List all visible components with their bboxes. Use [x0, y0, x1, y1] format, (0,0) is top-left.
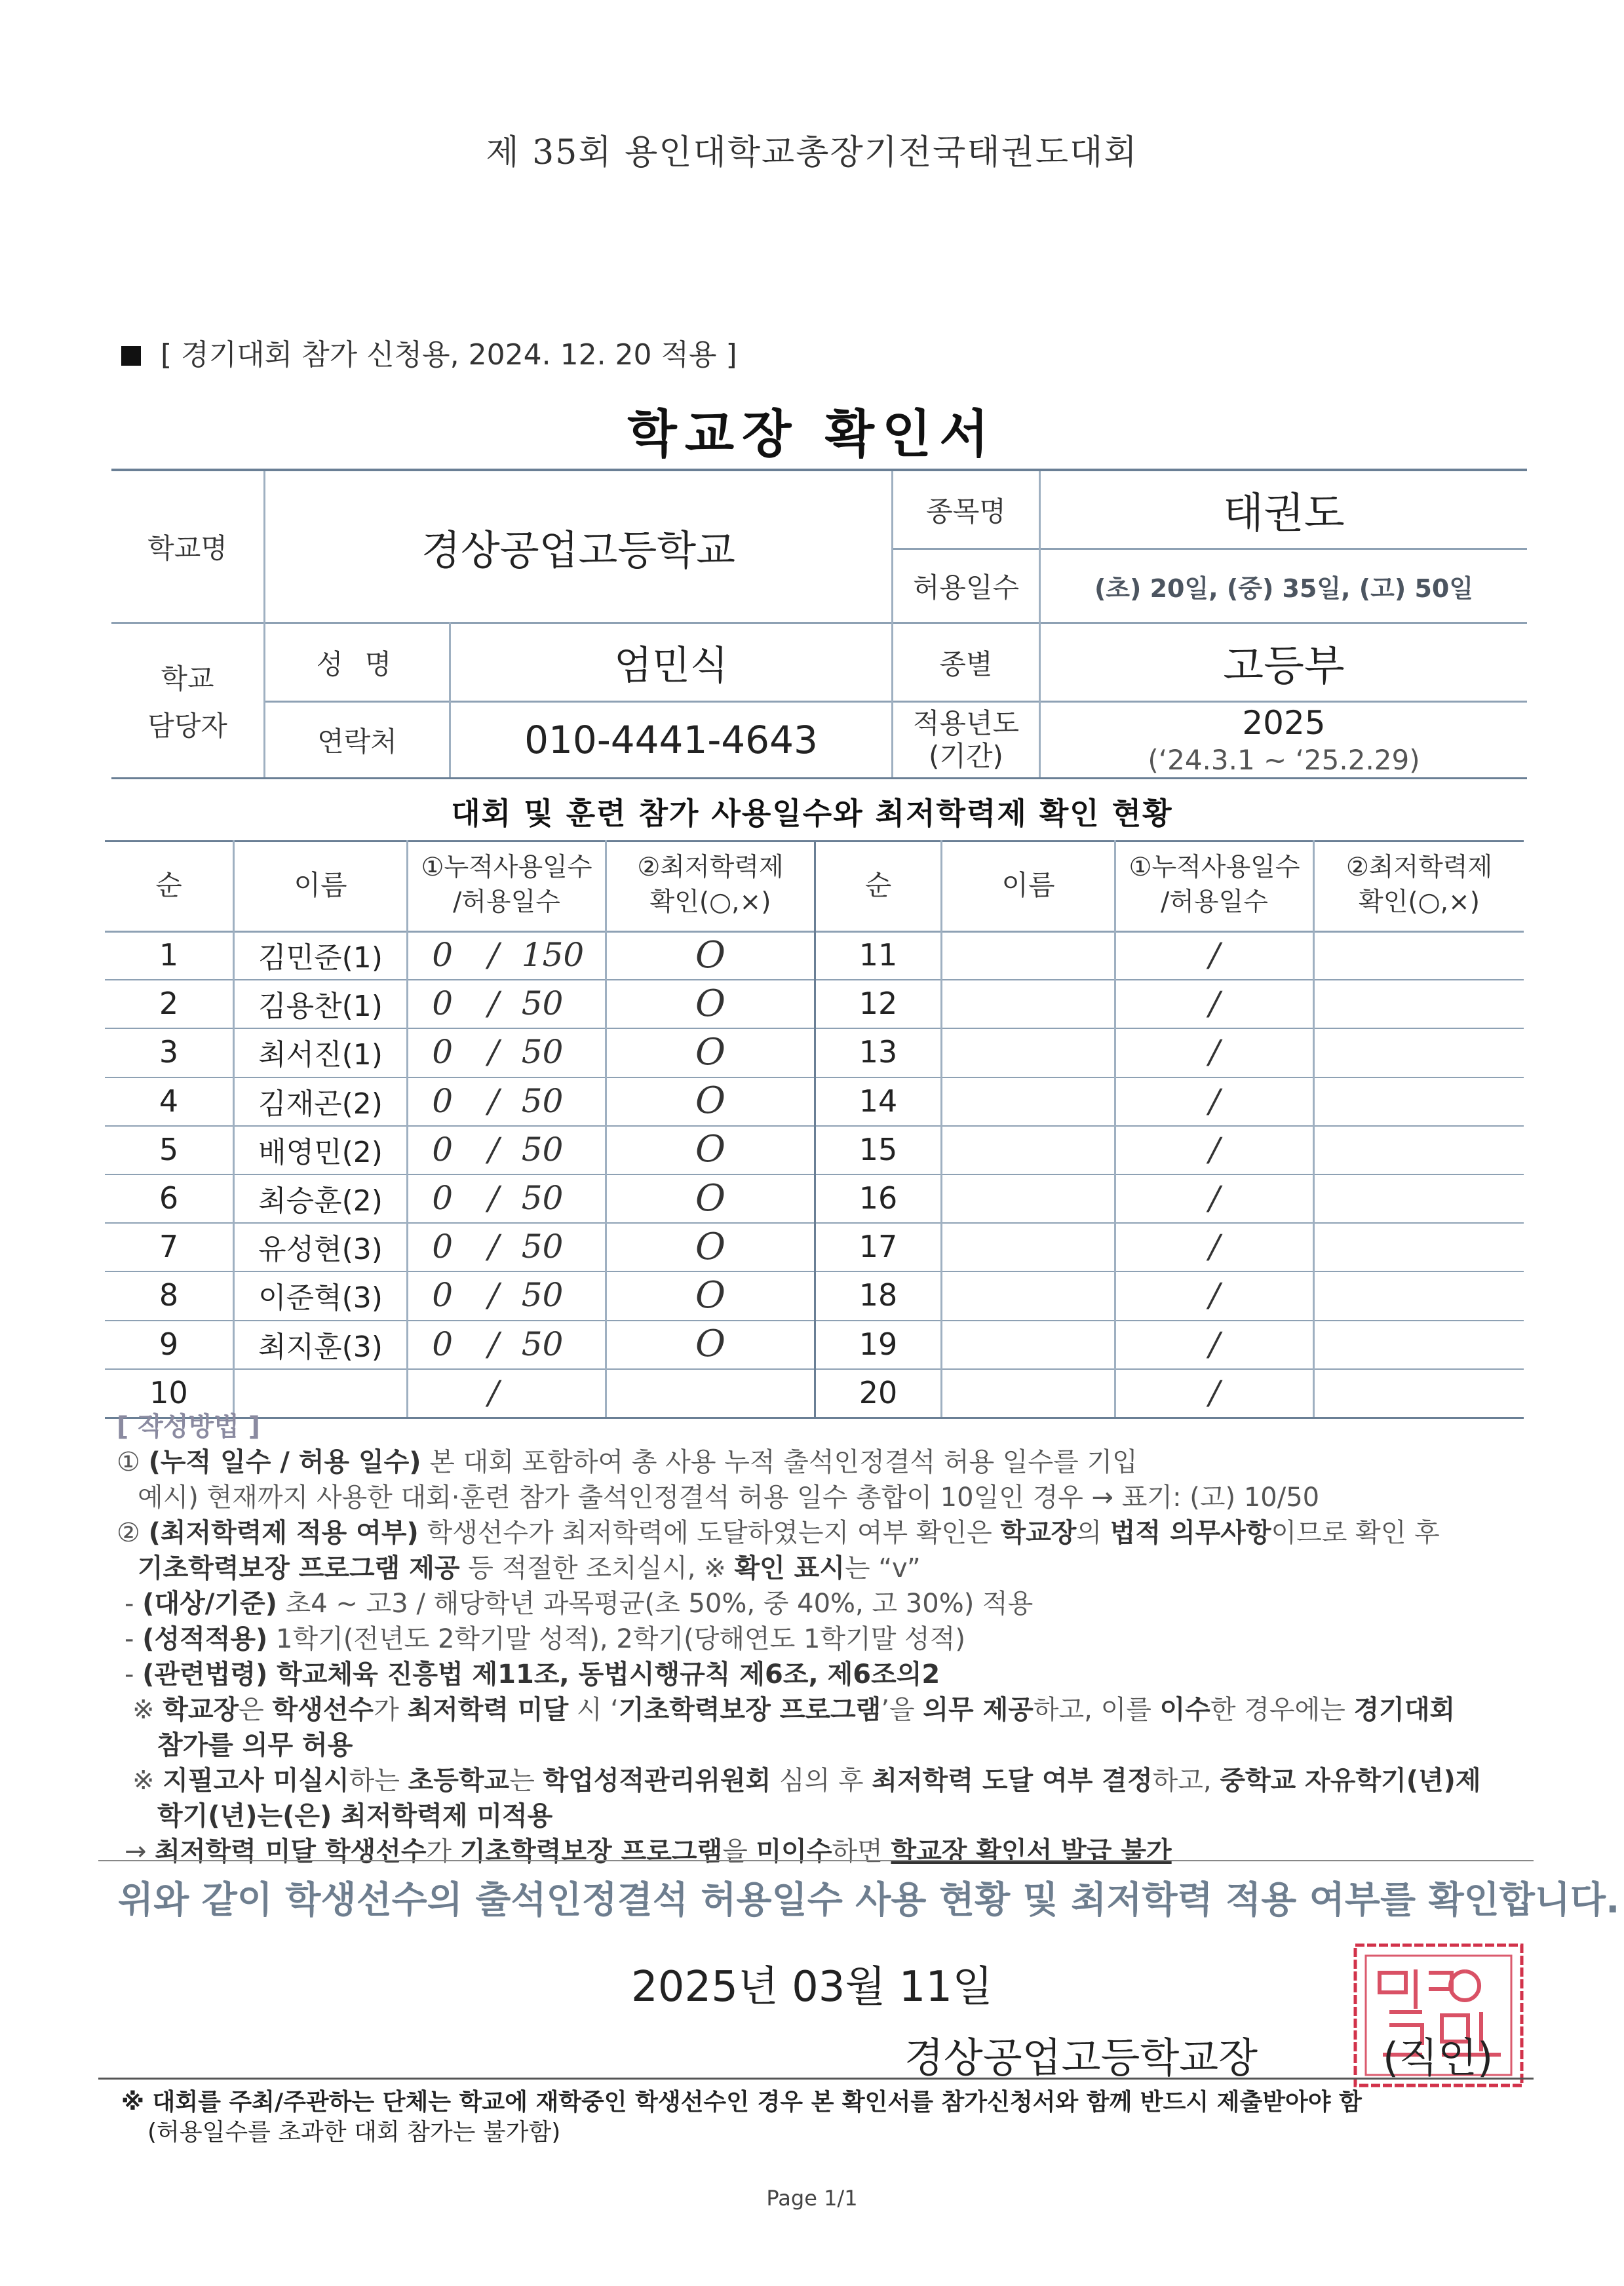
days-slash: /: [1208, 984, 1220, 1023]
row-number: 20: [859, 1374, 898, 1410]
allowed-days-label: 허용일수: [912, 572, 1020, 604]
instructions: [117, 1409, 1526, 1869]
school-name-value: 경상공업고등학교: [421, 526, 736, 574]
student-name: 이준혁(3): [258, 1281, 383, 1315]
student-name: 최승훈(2): [258, 1184, 383, 1218]
student-name: 배영민(2): [258, 1135, 383, 1169]
row-number: 18: [859, 1277, 898, 1313]
student-name: [942, 931, 1114, 979]
days-slash: /: [488, 1179, 499, 1218]
row-number: 13: [859, 1034, 898, 1070]
days-used-allowed: [408, 1125, 605, 1174]
student-name: [942, 979, 1114, 1028]
seal-label: (직인): [1383, 2034, 1494, 2082]
days-slash: /: [1208, 1325, 1220, 1363]
days-allowed: 50: [521, 984, 564, 1023]
year-label-line2: (기간): [929, 740, 1003, 772]
instructions-heading: [ 작성방법 ]: [117, 1412, 260, 1442]
header-name-right: 이름: [1001, 868, 1055, 901]
division-label: 종별: [939, 648, 993, 680]
manager-label: [111, 624, 263, 777]
header-check-line1: ②최저학력제: [637, 853, 784, 883]
manager-label-line2: 담당자: [147, 710, 227, 742]
usage-section-title: 대회 및 훈련 참가 사용일수와 최저학력제 확인 현황: [451, 796, 1173, 831]
min-academic-check: [1315, 1125, 1524, 1174]
days-used-allowed: [408, 1222, 605, 1271]
header-check-line2: 확인(○,×): [1359, 887, 1480, 917]
days-used-allowed: [408, 931, 605, 979]
row-number: 15: [859, 1131, 898, 1167]
event-label: 종목명: [926, 495, 1006, 528]
days-slash: /: [488, 1033, 499, 1072]
days-allowed: 50: [521, 1081, 564, 1120]
days-slash: /: [1208, 1130, 1220, 1169]
student-name: [942, 1174, 1114, 1222]
info-table: [111, 469, 1527, 779]
note-4: - (성적적용) 1학기(전년도 2학기말 성적), 2학기(당해연도 1학기말 성적): [125, 1624, 965, 1654]
student-name: [942, 1077, 1114, 1125]
header-check-left: [607, 840, 814, 931]
row-number: 7: [159, 1229, 179, 1265]
days-slash: /: [1208, 1276, 1220, 1315]
header-days-line1: ①누적사용일수: [421, 853, 592, 883]
days-slash: /: [488, 1276, 499, 1315]
min-academic-check: [1315, 1222, 1524, 1271]
days-slash: /: [1208, 1373, 1220, 1412]
student-name: 최지훈(3): [258, 1330, 383, 1364]
student-name: 최서진(1): [258, 1038, 383, 1072]
days-slash: /: [1208, 1033, 1220, 1072]
note-6-cont: 참가를 의무 허용: [157, 1730, 353, 1760]
header-days-right: [1116, 840, 1313, 931]
form-usage-line: [121, 331, 737, 373]
issue-date: 2025년 03월 11일: [631, 1963, 993, 2011]
manager-label-line1: 학교: [161, 663, 214, 695]
days-used: 0: [432, 984, 454, 1023]
student-name: [942, 1028, 1114, 1076]
min-academic-check: [1315, 1271, 1524, 1319]
days-used-allowed: [408, 1077, 605, 1125]
days-slash: /: [488, 1081, 499, 1120]
footnote-divider: [98, 2078, 1534, 2080]
row-number: 11: [859, 937, 898, 973]
days-allowed: 50: [521, 1276, 564, 1315]
usage-table: [105, 840, 1524, 1417]
note-5: - (관련법령) 학교체육 진흥법 제11조, 동법시행규칙 제6조, 제6조의2: [125, 1659, 940, 1690]
header-check-right: [1315, 840, 1524, 931]
days-slash: /: [488, 984, 499, 1023]
min-academic-check: [1315, 931, 1524, 979]
days-allowed: 50: [521, 1033, 564, 1072]
document-header: 제 35회 용인대학교총장기전국태권도대회: [486, 133, 1138, 172]
header-days-line2: /허용일수: [1161, 887, 1268, 917]
days-used-allowed: [408, 979, 605, 1028]
confirmation-statement: 위와 같이 학생선수의 출석인정결석 허용일수 사용 현황 및 최저학력 적용 여부를 확인합니다.: [118, 1879, 1620, 1922]
student-name: 김재곤(2): [258, 1087, 383, 1121]
student-name: [942, 1320, 1114, 1368]
min-academic-check: O: [695, 1030, 725, 1074]
min-academic-check: O: [695, 933, 725, 977]
days-used-allowed: [408, 1174, 605, 1222]
note-3: - (대상/기준) 초4 ~ 고3 / 해당학년 과목평균(초 50%, 중 40%, 고 30%) 적용: [125, 1589, 1034, 1619]
footnote: [121, 2087, 1362, 2148]
row-number: 6: [159, 1180, 179, 1216]
page-title: 학교장 확인서: [627, 405, 997, 464]
days-used-allowed: [408, 1320, 605, 1368]
days-slash: /: [488, 1373, 499, 1412]
student-name: 유성현(3): [258, 1233, 383, 1267]
note-1-example: 예시) 현재까지 사용한 대회·훈련 참가 출석인정결석 허용 일수 총합이 10일인 경우 → 표기: (고) 10/50: [138, 1482, 1320, 1513]
note-2-cont: 기초학력보장 프로그램 제공 등 적절한 조치실시, ※ 확인 표시는 “v”: [138, 1553, 921, 1583]
days-slash: /: [488, 936, 499, 975]
days-used: 0: [432, 1179, 454, 1218]
header-days-line2: /허용일수: [453, 887, 560, 917]
allowed-days-value: (초) 20일, (중) 35일, (고) 50일: [1094, 573, 1474, 603]
black-square-icon: [121, 346, 141, 366]
row-number: 5: [159, 1131, 179, 1167]
header-days-left: [408, 840, 605, 931]
year-value: [1041, 703, 1527, 777]
days-allowed: 50: [521, 1325, 564, 1363]
days-used: 0: [432, 936, 454, 975]
contact-value: 010-4441-4643: [524, 718, 818, 762]
days-slash: /: [488, 1130, 499, 1169]
days-slash: /: [1208, 1179, 1220, 1218]
note-7-cont: 학기(년)는(은) 최저학력제 미적용: [157, 1801, 553, 1831]
note-1: ① (누적 일수 / 허용 일수) 본 대회 포함하여 총 사용 누적 출석인정결석 허용 일수를 기입: [117, 1447, 1138, 1477]
event-value: 태권도: [1223, 489, 1345, 538]
row-number: 2: [159, 986, 179, 1022]
student-name: [942, 1222, 1114, 1271]
min-academic-check: O: [695, 1128, 725, 1171]
min-academic-check: [1315, 1320, 1524, 1368]
days-slash: /: [488, 1228, 499, 1266]
student-name: 김용찬(1): [258, 990, 383, 1024]
row-number: 10: [149, 1374, 188, 1410]
row-number: 8: [159, 1277, 179, 1313]
header-days-line1: ①누적사용일수: [1129, 853, 1300, 883]
min-academic-check: [1315, 979, 1524, 1028]
days-slash: /: [1208, 936, 1220, 975]
division-value: 고등부: [1223, 642, 1345, 691]
note-6: ※ 학교장은 학생선수가 최저학력 미달 시 ‘기초학력보장 프로그램’을 의무 제공하고, 이를 이수한 경우에는 경기대회: [132, 1695, 1456, 1725]
note-2: ② (최저학력제 적용 여부) 학생선수가 최저학력에 도달하였는지 여부 확인은 학교장의 법적 의무사항이므로 확인 후: [117, 1518, 1440, 1548]
note-8: → 최저학력 미달 학생선수가 기초학력보장 프로그램을 미이수하면 학교장 확인서 발급 불가: [125, 1836, 1172, 1867]
min-academic-check: O: [695, 1323, 725, 1366]
header-name-left: 이름: [294, 868, 347, 901]
row-number: 12: [859, 986, 898, 1022]
student-name: [942, 1271, 1114, 1319]
year-label: [893, 703, 1039, 777]
min-academic-check: O: [695, 1273, 725, 1317]
manager-name-value: 엄민식: [614, 642, 728, 689]
header-check-line2: 확인(○,×): [649, 887, 771, 917]
days-slash: /: [1208, 1081, 1220, 1120]
student-name: [942, 1125, 1114, 1174]
row-number: 3: [159, 1034, 179, 1070]
min-academic-check: [1315, 1028, 1524, 1076]
row-number: 17: [859, 1229, 898, 1265]
page-number: Page 1/1: [766, 2186, 858, 2211]
min-academic-check: [1315, 1174, 1524, 1222]
days-allowed: 50: [521, 1228, 564, 1266]
days-allowed: 50: [521, 1179, 564, 1218]
contact-label: 연락처: [317, 726, 397, 758]
header-no-right: 순: [864, 868, 892, 901]
min-academic-check: O: [695, 1225, 725, 1268]
days-slash: /: [488, 1325, 499, 1363]
min-academic-check: O: [695, 982, 725, 1025]
days-slash: /: [1208, 1228, 1220, 1266]
row-number: 4: [159, 1083, 179, 1119]
days-used: 0: [432, 1276, 454, 1315]
days-used: 0: [432, 1033, 454, 1072]
row-number: 14: [859, 1083, 898, 1119]
days-used-allowed: [408, 1028, 605, 1076]
min-academic-check: O: [695, 1079, 725, 1123]
min-academic-check: O: [695, 1176, 725, 1220]
header-check-line1: ②최저학력제: [1345, 853, 1493, 883]
footnote-line2: (허용일수를 초과한 대회 참가는 불가함): [147, 2119, 561, 2146]
days-used: 0: [432, 1081, 454, 1120]
row-number: 1: [159, 937, 179, 973]
form-usage-label: [ 경기대회 참가 신청용, 2024. 12. 20 적용 ]: [161, 338, 737, 372]
row-number: 9: [159, 1326, 179, 1362]
days-allowed: 50: [521, 1130, 564, 1169]
principal-name: 경상공업고등학교장: [904, 2034, 1258, 2082]
manager-name-label: 성 명: [316, 648, 398, 680]
days-used: 0: [432, 1228, 454, 1266]
note-7: ※ 지필고사 미실시하는 초등학교는 학업성적관리위원회 심의 후 최저학력 도달 여부 결정하고, 중학교 자유학기(년)제: [132, 1766, 1481, 1796]
header-no-left: 순: [155, 868, 182, 901]
days-allowed: 150: [521, 936, 585, 975]
confirm-divider: [98, 1860, 1534, 1861]
year-value-year: 2025: [1242, 703, 1326, 742]
student-name: 김민준(1): [258, 941, 383, 975]
days-used-allowed: [408, 1271, 605, 1319]
min-academic-check: [1315, 1077, 1524, 1125]
year-label-line1: 적용년도: [912, 707, 1020, 739]
row-number: 16: [859, 1180, 898, 1216]
row-number: 19: [859, 1326, 898, 1362]
days-used: 0: [432, 1130, 454, 1169]
year-value-period: (‘24.3.1 ~ ‘25.2.29): [1148, 744, 1420, 776]
school-name-label: 학교명: [147, 532, 227, 564]
days-used: 0: [432, 1325, 454, 1363]
footnote-line1: ※ 대회를 주최/주관하는 단체는 학교에 재학중인 학생선수인 경우 본 확인서를 참가신청서와 함께 반드시 제출받아야 함: [121, 2089, 1362, 2116]
